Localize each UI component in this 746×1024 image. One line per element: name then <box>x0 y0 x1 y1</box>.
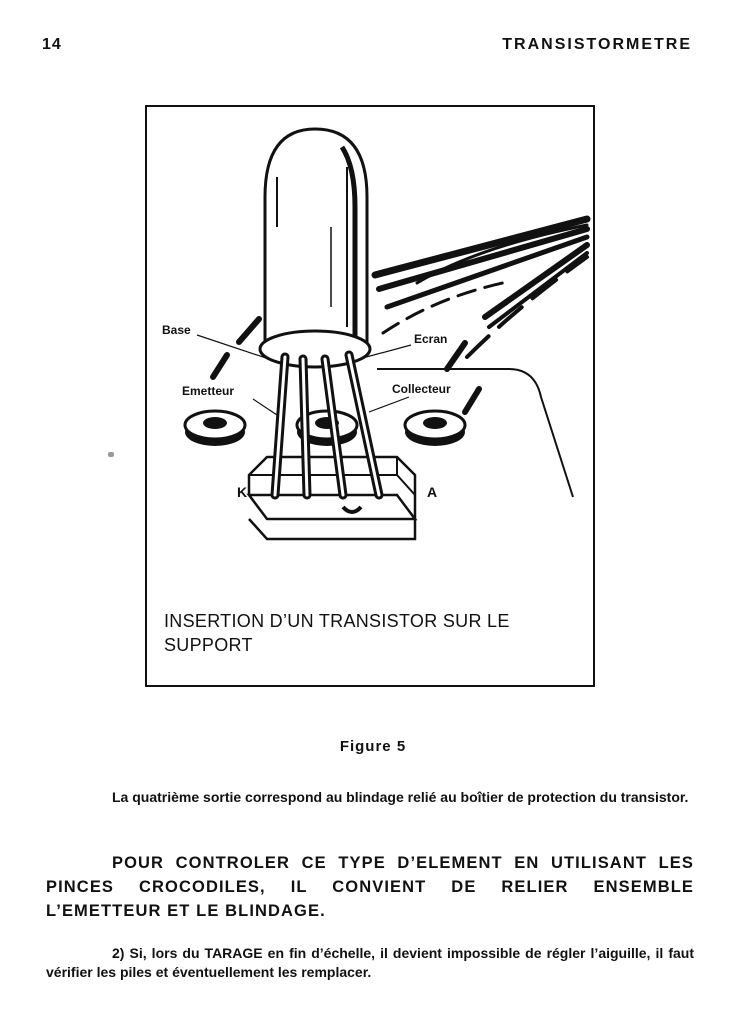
figure-number: Figure 5 <box>339 738 407 755</box>
socket-right <box>405 411 465 446</box>
paragraph-blindage <box>46 788 694 807</box>
transistor-can <box>260 129 370 367</box>
figure-caption: INSERTION D’UN TRANSISTOR SUR LE SUPPORT <box>164 611 510 655</box>
paragraph-tarage <box>46 944 694 982</box>
label-pin-k: K <box>237 484 248 500</box>
paragraph-pinces-text: POUR CONTROLER CE TYPE D’ELEMENT EN UTILISANT LES PINCES CROCODILES, IL CONVIENT DE RELIER ENSEMBLE L’EMETTEUR ET LE BLINDAGE. <box>46 854 694 920</box>
label-ecran: Ecran <box>414 332 448 346</box>
label-emetteur: Emetteur <box>182 384 235 398</box>
paragraph-pinces-crocodiles <box>46 851 694 923</box>
paragraph-blindage-text: La quatrième sortie correspond au blindage relié au boîtier de protection du transistor. <box>112 789 689 805</box>
figure-frame <box>145 105 595 687</box>
background-wires <box>375 219 587 357</box>
label-collecteur: Collecteur <box>392 382 451 396</box>
paragraph-tarage-text: 2) Si, lors du TARAGE en fin d’échelle, il devient impossible de régler l’aiguille, il faut vérifier les piles et éventuellement les remplacer. <box>46 945 694 980</box>
scan-speck <box>108 452 114 457</box>
page-number: 14 <box>42 36 62 53</box>
socket-left <box>185 411 245 446</box>
label-pin-a: A <box>427 484 438 500</box>
running-title: TRANSISTORMETRE <box>502 36 692 53</box>
label-base: Base <box>162 323 191 337</box>
